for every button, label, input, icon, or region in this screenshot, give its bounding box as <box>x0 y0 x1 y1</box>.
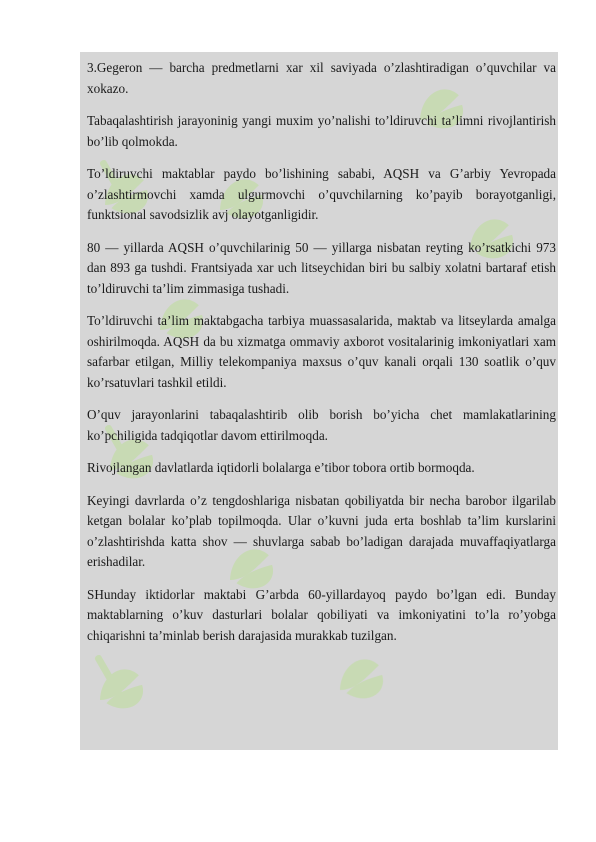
paragraph: To’ldiruvchi maktablar paydo bo’lishining sababi, AQSH va G’arbiy Yevropada o’zlashtirmovchi xamda ulgurmovchi o’quvchilarning ko’payib borayotganligi, funktsional savodsizlik avj olayotganligidir. <box>87 166 556 222</box>
paragraph: Rivojlangan davlatlarda iqtidorli bolalarga e’tibor tobora ortib bormoqda. <box>87 460 475 475</box>
paragraph: Keyingi davrlarda o’z tengdoshlariga nisbatan qobiliyatda bir necha barobor ilgarilab ketgan bolalar ko’plab topilmoqda. Ular o’kuvni juda erta boshlab ta’lim kurslarini o’zlashtirishda katta shov — shuvlarga sabab bo’ladigan darajada muvaffaqiyatlarga erishadilar. <box>87 492 556 569</box>
paragraph: O’quv jarayonlarini tabaqalashtirib olib borish bo’yicha chet mamlakatlarining ko’pchiligida tadqiqotlar davom ettirilmoqda. <box>87 407 556 443</box>
paragraph: 3.Gegeron — barcha predmetlarni xar xil saviyada o’zlashtiradigan o’quvchilar va xokazo. <box>87 60 556 96</box>
paragraph: To’ldiruvchi ta’lim maktabgacha tarbiya muassasalarida, maktab va litseylarda amalga oshirilmoqda. AQSH da bu xizmatga ommaviy axborot vositalarinig imkoniyatlari xam safarbar etilgan, Milliy telekompaniya maxsus o’quv kanali orqali 130 soatlik o’quv ko’rsatuvlari tashkil etildi. <box>87 313 556 390</box>
paragraph: Tabaqalashtirish jarayoninig yangi muxim yo’nalishi to’ldiruvchi ta’limni rivojlantirish bo’lib qolmokda. <box>87 113 556 149</box>
document-body <box>87 58 556 658</box>
paragraph: SHunday iktidorlar maktabi G’arbda 60-yillardayoq paydo bo’lgan edi. Bunday maktablarning o’kuv dasturlari bolalar qobiliyati va imkoniyatini to’la ro’yobga chiqarishni ta’minlab berish darajasida murakkab tuzilgan. <box>87 586 556 643</box>
paragraph: 80 — yillarda AQSH o’quvchilarinig 50 — yillarga nisbatan reyting ko’rsatkichi 973 dan 893 ga tushdi. Frantsiyada xar uch litseychidan biri bu salbiy xolatni bartaraf etish to’ldiruvchi ta’lim zimmasiga tushadi. <box>87 239 556 296</box>
